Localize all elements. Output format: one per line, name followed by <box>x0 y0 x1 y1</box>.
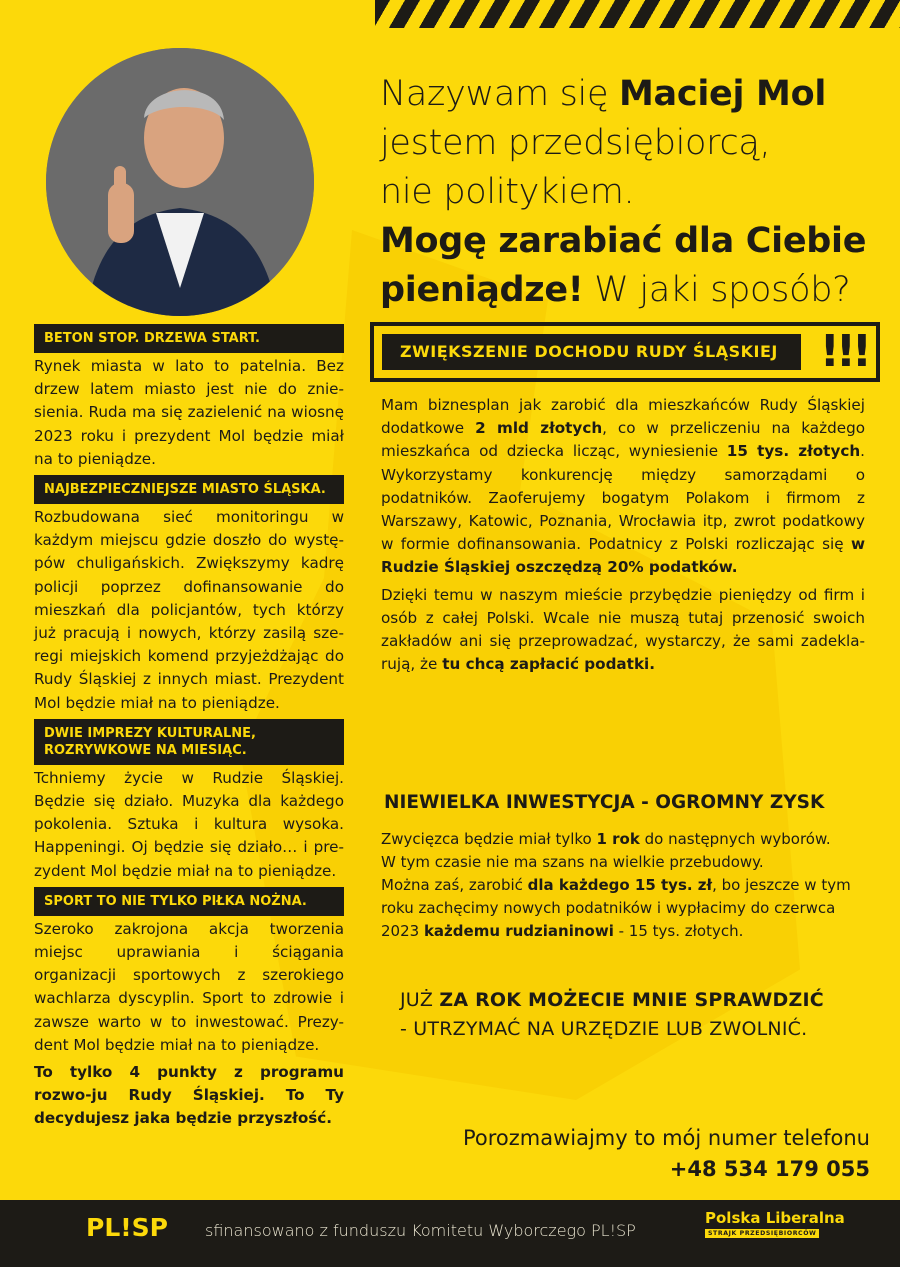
headline-line-5: W jaki sposób? <box>583 270 851 310</box>
claim-text: JUŻ ZA ROK MOŻECIE MNIE SPRAWDZIĆ - UTRZYMAĆ NA URZĘDZIE LUB ZWOLNIĆ. <box>400 989 824 1040</box>
point-4-text: Szeroko zakrojona akcja tworzenia miejsc uprawiania i ściągania organizacji sportowych z szerokiego wachlarza dyscyplin. Sport to zdrowie i zawsze warto w to inwestować. Prezy-dent Mol będzie miał na to pieniądze. <box>34 919 344 1054</box>
headline-line-1: Nazywam się <box>380 74 620 114</box>
polska-liberalna-subtitle: STRAJK PRZEDSIĘBIORCÓW <box>705 1229 819 1238</box>
income-description <box>381 392 865 680</box>
candidate-name: Maciej Mol <box>619 74 827 114</box>
polska-liberalna-logo: Polska Liberalna <box>705 1209 845 1227</box>
headline-line-2: jestem przedsiębiorcą, <box>380 123 771 163</box>
phone-number: +48 534 179 055 <box>669 1157 870 1181</box>
income-paragraph-1: Mam biznesplan jak zarobić dla mieszkańców Rudy Śląskiej dodatkowe 2 mld złotych, co w przeliczeniu na każdego mieszkańca od dziecka licząc, wyniesienie 15 tys. złotych. Wykorzystamy konkurencję między samorządami o podatników. Zaoferujemy bogatym Polakom i firmom z Warszawy, Katowic, Poznania, Wrocławia itp, zwrot podatkowy w formie dofinansowania. Podatnicy z Polski rozliczając się w Rudzie Śląskiej oszczędzą 20% podatków. <box>381 396 865 577</box>
headline-line-4: Mogę zarabiać dla Ciebie <box>380 221 867 261</box>
footer-disclaimer: sfinansowano z funduszu Komitetu Wyborczego PL!SP <box>205 1221 636 1240</box>
point-4-title: SPORT TO NIE TYLKO PIŁKA NOŻNA. <box>34 887 344 916</box>
section-investment-text: Zwycięzca będzie miał tylko 1 rok do następnych wyborów. W tym czasie nie ma szans na wielkie przebudowy. Można zaś, zarobić dla każdego 15 tys. zł, bo jeszcze w tym roku zachęcimy nowych podatników i wypłacimy do czerwca 2023 każdemu rudzianinowi - 15 tys. złotych. <box>381 830 851 940</box>
point-1-text: Rynek miasta w lato to patelnia. Bez drzew latem miasto jest nie do znie-sienia. Ruda ma się zazielenić na wiosnę 2023 roku i prezydent Mol będzie miał na to pieniądze. <box>34 357 344 468</box>
income-paragraph-2: Dzięki temu w naszym mieście przybędzie pieniędzy od firm i osób z całej Polski. Wcale nie muszą tutaj przenosić swoich zakładów ani się przeprowadzać, wystarczy, że sami zadekla-rują, że tu chcą zapłacić podatki. <box>381 585 865 674</box>
point-1-title: BETON STOP. DRZEWA START. <box>34 324 344 353</box>
section-investment-title: NIEWIELKA INWESTYCJA - OGROMNY ZYSK <box>384 792 825 813</box>
point-3-text: Tchniemy życie w Rudzie Śląskiej. Będzie się działo. Muzyka dla każdego pokolenia. Sztuka i kultura wysoka. Happeningi. Oj będzie się działo… i pre-zydent Mol będzie miał na to pieniądze. <box>34 768 344 880</box>
point-2-title: NAJBEZPIECZNIEJSZE MIASTO ŚLĄSKA. <box>34 475 344 504</box>
point-3-title: DWIE IMPREZY KULTURALNE, ROZRYWKOWE NA MIESIĄC. <box>34 719 344 765</box>
exclamation-marks: !!! <box>819 326 868 377</box>
program-points <box>34 324 344 1135</box>
income-box-title: ZWIĘKSZENIE DOCHODU RUDY ŚLĄSKIEJ <box>382 334 801 370</box>
plisp-logo: PL!SP <box>86 1213 168 1242</box>
headline-line-5-bold: pieniądze! <box>380 270 584 310</box>
hazard-stripes <box>375 0 900 28</box>
headline-line-3: nie politykiem. <box>380 172 635 212</box>
headline <box>380 70 880 315</box>
contact-label: Porozmawiajmy to mój numer telefonu <box>462 1126 870 1150</box>
candidate-photo <box>46 48 314 316</box>
point-2-text: Rozbudowana sieć monitoringu w każdym miejscu gdzie doszło do wystę-pów chuligańskich. Zwiększymy kadrę policji poprzez dofinansowanie do mieszkań dla policjantów, tych którzy już pracują i nowych, którzy zasilą sze-regi miejskich komend przyjeżdżając do Rudy Śląskiej z innych miast. Prezydent Mol będzie miał na to pieniądze. <box>34 508 344 712</box>
closing-text: To tylko 4 punkty z programu rozwo-ju Rudy Śląskiej. To Ty decydujesz jaka będzie przyszłość. <box>34 1063 344 1128</box>
income-box <box>370 322 880 382</box>
